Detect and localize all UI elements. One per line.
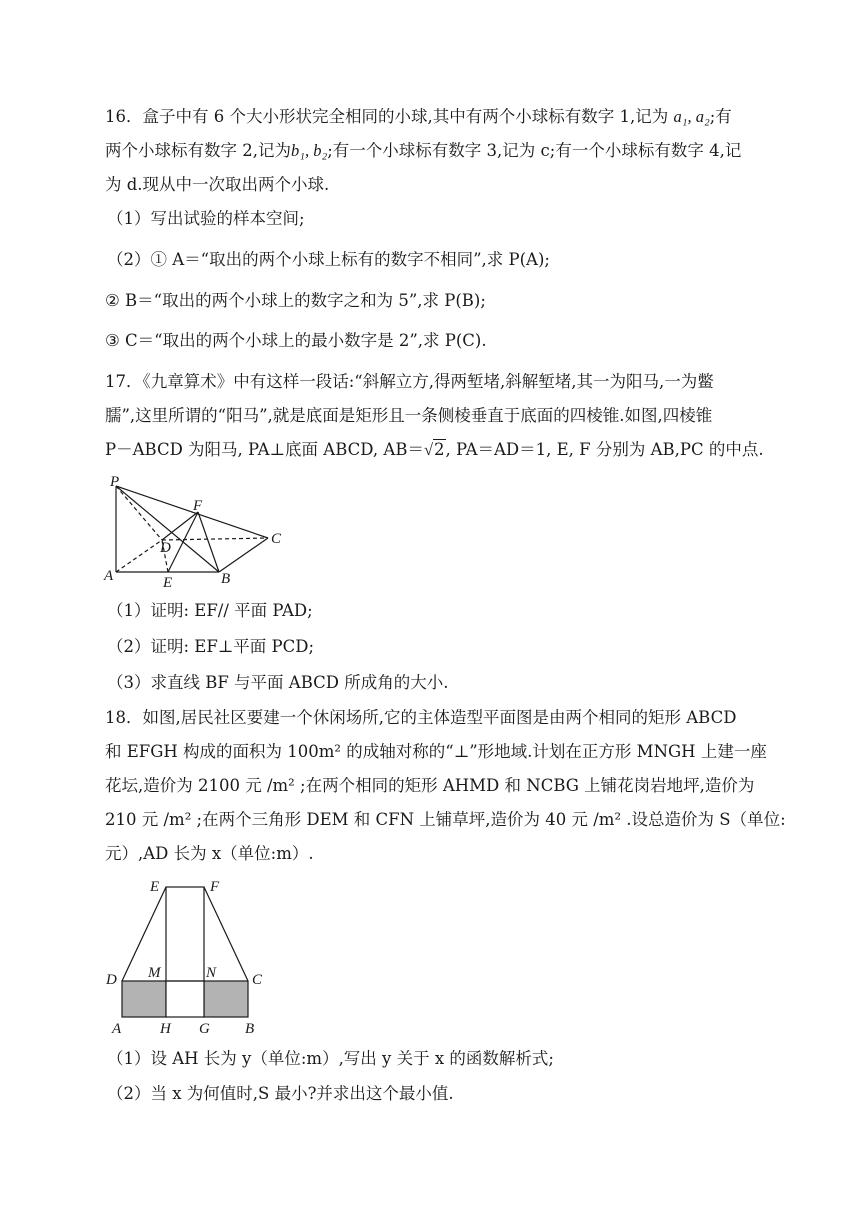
p18-question-1: （1）设 AH 长为 y（单位:m）,写出 y 关于 x 的函数解析式; [107,1049,554,1068]
pyramid-figure [100,470,300,590]
p18-line2: 和 EFGH 构成的面积为 100m² 的成轴对称的“⊥”形地域.计划在正方形 MNGH 上建一座 [105,742,767,761]
label-D: D [106,972,117,988]
label-N: N [206,965,217,981]
p18-line5: 元）,AD 长为 x（单位:m）. [105,844,314,863]
label-H: H [160,1021,171,1037]
p18-line3: 花坛,造价为 2100 元 /m² ;在两个相同的矩形 AHMD 和 NCBG 上铺花岗岩地坪,造价为 [105,776,755,795]
label-C: C [252,972,263,988]
p16-question-2c: ③ C＝“取出的两个小球上的最小数字是 2”,求 P(C). [105,331,487,350]
p17-line1: 17．《九章算术》中有这样一段话:“斜解立方,得两堑堵,斜解堑堵,其一为阳马,一为鳖 [105,372,714,391]
label-F: F [210,879,220,895]
label-B: B [221,571,231,587]
label-A: A [112,1021,122,1037]
label-B: B [245,1021,255,1037]
p18-line4: 210 元 /m² ;在两个三角形 DEM 和 CFN 上铺草坪,造价为 40 元 /m² .设总造价为 S（单位: [105,810,786,829]
p17-line3: P－ABCD 为阳马, PA⊥底面 ABCD, AB＝√2, PA＝AD＝1, E, F 分别为 AB,PC 的中点. [105,440,764,459]
label-E: E [150,879,160,895]
label-F: F [193,498,203,514]
p16-line3: 为 d.现从中一次取出两个小球. [105,175,330,194]
label-C: C [271,531,282,547]
p16-question-2b: ② B＝“取出的两个小球上的数字之和为 5”,求 P(B); [105,291,486,310]
p18-line1: 18．如图,居民社区要建一个休闲场所,它的主体造型平面图是由两个相同的矩形 ABCD [105,708,737,727]
label-M: M [148,965,161,981]
plaza-figure [100,875,270,1040]
p16-line2: 两个小球标有数字 2,记为b₁, b₂;有一个小球标有数字 3,记为 c;有一个小球标有数字 4,记 [105,141,742,160]
p17-line2: 臑”,这里所谓的“阳马”,就是底面是矩形且一条侧棱垂直于底面的四棱锥.如图,四棱锥 [105,406,713,425]
p17-question-2: （2）证明: EF⊥平面 PCD; [107,637,315,656]
label-E: E [163,575,173,590]
p16-line1: 16．盒子中有 6 个大小形状完全相同的小球,其中有两个小球标有数字 1,记为 a₁, a₂;有 [105,107,732,126]
label-A: A [104,568,114,584]
p17-question-1: （1）证明: EF// 平面 PAD; [107,601,313,620]
label-G: G [199,1021,210,1037]
p17-question-3: （3）求直线 BF 与平面 ABCD 所成角的大小. [107,673,449,692]
p16-question-2a: （2）① A＝“取出的两个小球上标有的数字不相同”,求 P(A); [107,250,550,269]
p18-question-2: （2）当 x 为何值时,S 最小?并求出这个最小值. [107,1084,454,1103]
label-D: D [160,540,171,556]
label-P: P [110,474,120,490]
p16-question-1: （1）写出试验的样本空间; [107,209,305,228]
